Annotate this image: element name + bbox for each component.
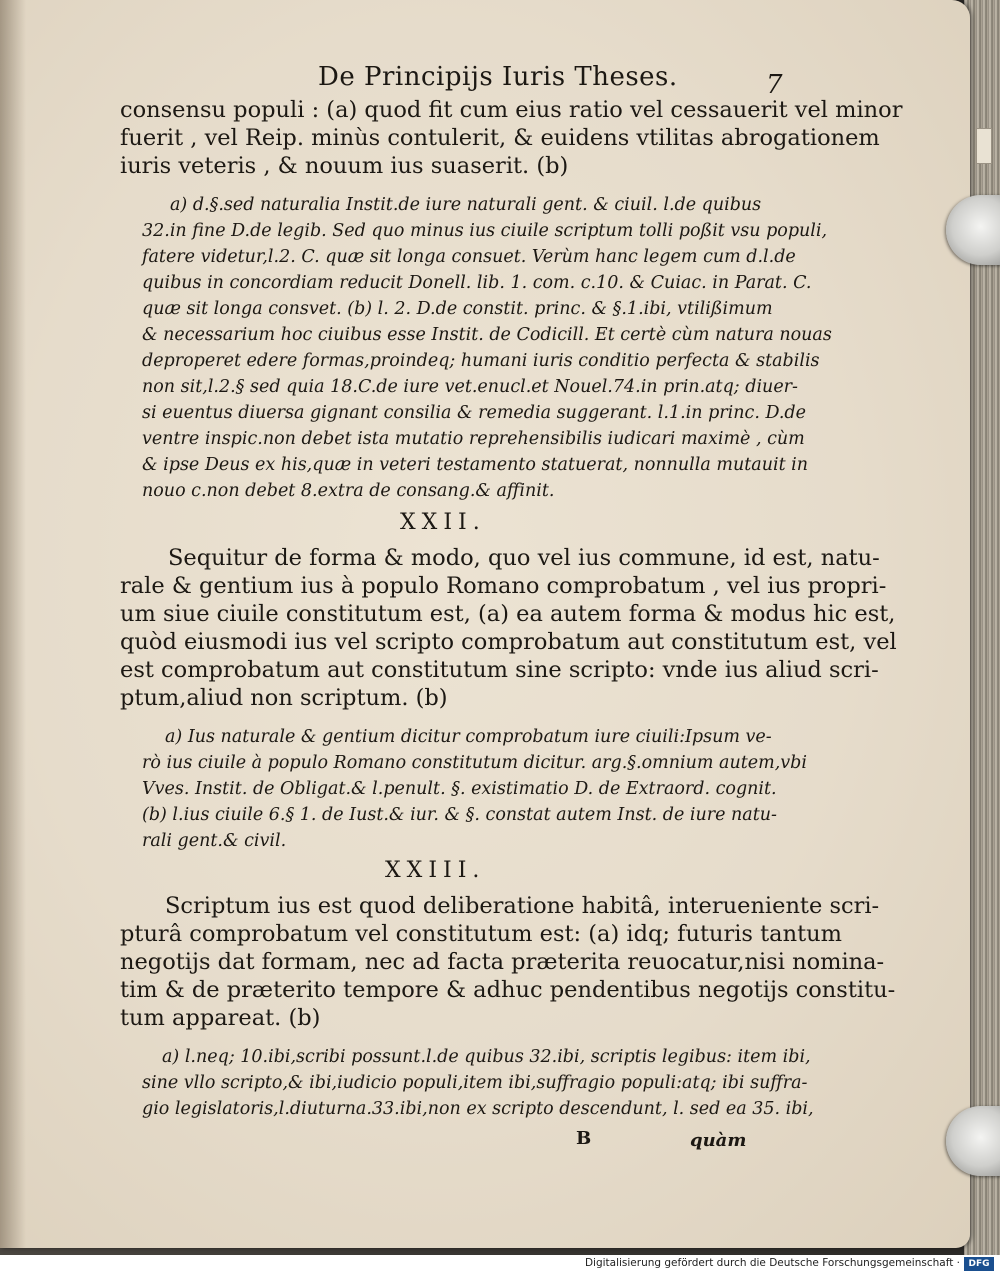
body-line: ptum,aliud non scriptum. (b) bbox=[120, 685, 448, 711]
signature-mark: B bbox=[576, 1128, 592, 1149]
footnote-line: a) d.§.sed naturalia Instit.de iure naturali gent. & ciuil. l.de quibus bbox=[170, 195, 762, 215]
body-line: negotijs dat formam, nec ad facta præterita reuocatur,nisi nomina- bbox=[120, 949, 885, 975]
footnote-line: rò ius ciuile à populo Romano constitutum dicitur. arg.§.omnium autem,vbi bbox=[142, 753, 807, 773]
footnote-line: quibus in concordiam reducit Donell. lib. 1. com. c.10. & Cuiac. in Parat. C. bbox=[142, 273, 812, 293]
footnote-line: & ipse Deus ex his,quæ in veteri testamento statuerat, nonnulla mutauit in bbox=[142, 455, 809, 475]
section-heading: XXIII. bbox=[385, 858, 486, 883]
footnote-line: (b) l.ius ciuile 6.§ 1. de Iust.& iur. & §. constat autem Inst. de iure natu- bbox=[142, 805, 777, 825]
footnote-line: sine vllo scripto,& ibi,iudicio populi,item ibi,suffragio populi:atq; ibi suffra- bbox=[142, 1073, 808, 1093]
footer-credit: Digitalisierung gefördert durch die Deutsche Forschungsgemeinschaft · bbox=[584, 1257, 960, 1269]
footnote-line: 32.in fine D.de legib. Sed quo minus ius ciuile scriptum tolli poßit vsu populi, bbox=[142, 221, 828, 241]
body-line: pturâ comprobatum vel constitutum est: (a) idq; futuris tantum bbox=[120, 921, 842, 947]
page-tab-marker bbox=[976, 128, 992, 164]
page-gutter-shadow bbox=[0, 0, 26, 1248]
footnote-line: & necessarium hoc ciuibus esse Instit. de Codicill. Et certè cùm natura nouas bbox=[142, 325, 832, 345]
footnote-line: ventre inspic.non debet ista mutatio reprehensibilis iudicari maximè , cùm bbox=[142, 429, 805, 449]
body-line: tum appareat. (b) bbox=[120, 1005, 321, 1031]
footnote-line: nouo c.non debet 8.extra de consang.& affinit. bbox=[142, 481, 555, 501]
page-number: 7 bbox=[766, 70, 783, 100]
catchword: quàm bbox=[690, 1130, 747, 1151]
body-line: consensu populi : (a) quod fit cum eius ratio vel cessauerit vel minor bbox=[120, 97, 903, 123]
footnote-line: rali gent.& civil. bbox=[142, 831, 287, 851]
footnote-line: a) Ius naturale & gentium dicitur comprobatum iure ciuili:Ipsum ve- bbox=[165, 727, 772, 747]
footnote-line: Vves. Instit. de Obligat.& l.penult. §. existimatio D. de Extraord. cognit. bbox=[142, 779, 777, 799]
footnote-line: a) l.neq; 10.ibi,scribi possunt.l.de quibus 32.ibi, scriptis legibus: item ibi, bbox=[162, 1047, 811, 1067]
footnote-line: non sit,l.2.§ sed quia 18.C.de iure vet.enucl.et Nouel.74.in prin.atq; diuer- bbox=[142, 377, 798, 397]
body-line: est comprobatum aut constitutum sine scripto: vnde ius aliud scri- bbox=[120, 657, 879, 683]
footnote-line: deproperet edere formas,proindeq; humani iuris conditio perfecta & stabilis bbox=[142, 351, 820, 371]
body-line: rale & gentium ius à populo Romano comprobatum , vel ius propri- bbox=[120, 573, 887, 599]
footnote-line: gio legislatoris,l.diuturna.33.ibi,non ex scripto descendunt, l. sed ea 35. ibi, bbox=[142, 1099, 814, 1119]
footnote-line: fatere videtur,l.2. C. quæ sit longa consuet. Verùm hanc legem cum d.l.de bbox=[142, 247, 796, 267]
body-line: um siue ciuile constitutum est, (a) ea autem forma & modus hic est, bbox=[120, 601, 896, 627]
dfg-logo: DFG bbox=[964, 1257, 994, 1271]
body-line: iuris veteris , & nouum ius suaserit. (b) bbox=[120, 153, 569, 179]
section-heading: XXII. bbox=[400, 510, 486, 535]
body-line: quòd eiusmodi ius vel scripto comprobatum aut constitutum est, vel bbox=[120, 629, 897, 655]
running-head: De Principijs Iuris Theses. bbox=[318, 62, 678, 92]
body-line: tim & de præterito tempore & adhuc pendentibus negotijs constitu- bbox=[120, 977, 896, 1003]
body-line: Sequitur de forma & modo, quo vel ius commune, id est, natu- bbox=[168, 545, 880, 571]
body-line: Scriptum ius est quod deliberatione habitâ, interueniente scri- bbox=[165, 893, 880, 919]
footnote-line: si euentus diuersa gignant consilia & remedia suggerant. l.1.in princ. D.de bbox=[142, 403, 806, 423]
footnote-line: quæ sit longa consvet. (b) l. 2. D.de constit. princ. & §.1.ibi, vtilißimum bbox=[142, 299, 773, 319]
body-line: fuerit , vel Reip. minùs contulerit, & euidens vtilitas abrogationem bbox=[120, 125, 880, 151]
